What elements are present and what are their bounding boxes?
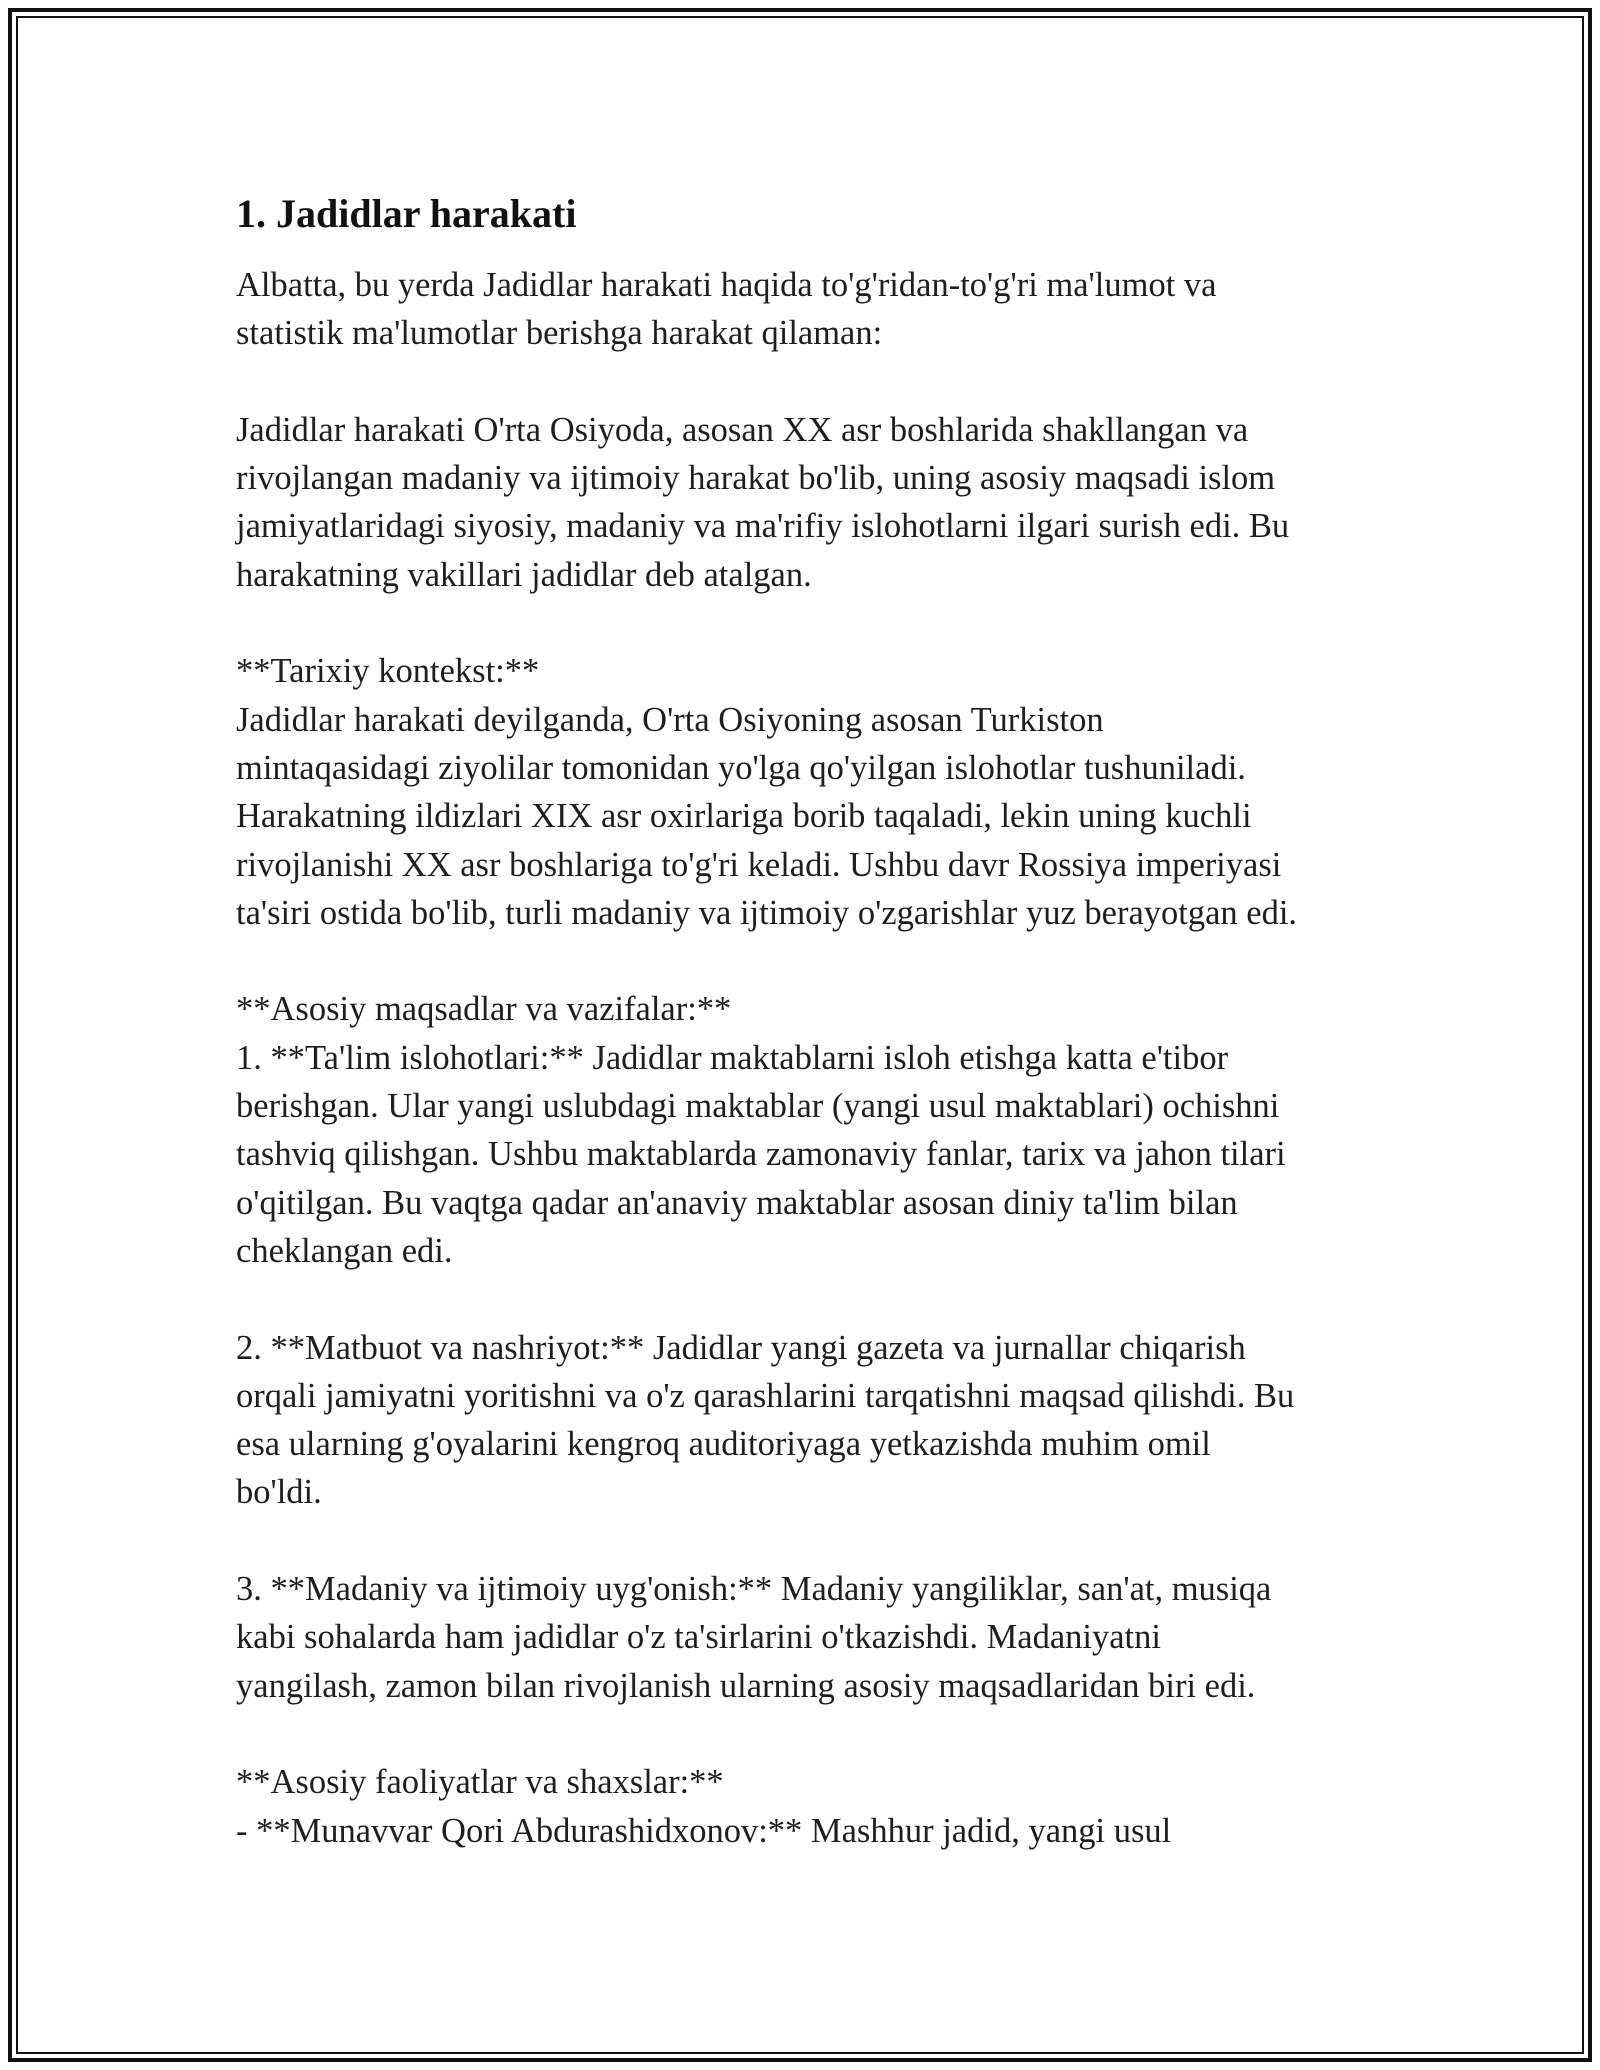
text-line: mintaqasidagi ziyolilar tomonidan yo'lga qo'yilgan islohotlar tushuniladi.	[236, 748, 1246, 787]
blank-line	[236, 358, 1366, 406]
text-line: rivojlanishi XX asr boshlariga to'g'ri keladi. Ushbu davr Rossiya imperiyasi	[236, 845, 1282, 884]
text-line: tashviq qilishgan. Ushbu maktablarda zamonaviy fanlar, tarix va jahon tilari	[236, 1135, 1286, 1174]
blank-line	[236, 1517, 1366, 1565]
text-line: bo'ldi.	[236, 1473, 322, 1512]
text-line: yangilash, zamon bilan rivojlanish ularning asosiy maqsadlaridan biri edi.	[236, 1666, 1256, 1705]
document-page	[236, 186, 1366, 1855]
text-line: harakatning vakillari jadidlar deb atalgan.	[236, 555, 812, 594]
blank-line	[236, 1275, 1366, 1323]
blank-line	[236, 937, 1366, 985]
text-line: Jadidlar harakati deyilganda, O'rta Osiyoning asosan Turkiston	[236, 700, 1104, 739]
blank-line	[236, 599, 1366, 647]
text-line: o'qitilgan. Bu vaqtga qadar an'anaviy maktablar asosan diniy ta'lim bilan	[236, 1183, 1238, 1222]
text-line: rivojlangan madaniy va ijtimoiy harakat bo'lib, uning asosiy maqsadi islom	[236, 459, 1276, 498]
text-line: Harakatning ildizlari XIX asr oxirlariga borib taqaladi, lekin uning kuchli	[236, 797, 1252, 836]
document-title: 1. Jadidlar harakati	[236, 191, 577, 236]
text-line: 2. **Matbuot va nashriyot:** Jadidlar yangi gazeta va jurnallar chiqarish	[236, 1328, 1246, 1367]
text-line: Jadidlar harakati O'rta Osiyoda, asosan XX asr boshlarida shakllangan va	[236, 410, 1249, 449]
text-line: berishgan. Ular yangi uslubdagi maktablar (yangi usul maktablari) ochishni	[236, 1087, 1280, 1126]
blank-line	[236, 1710, 1366, 1758]
text-line: Albatta, bu yerda Jadidlar harakati haqida to'g'ridan-to'g'ri ma'lumot va	[236, 266, 1217, 304]
text-line: cheklangan edi.	[236, 1231, 453, 1270]
document-body	[236, 261, 1366, 1855]
text-line: ta'siri ostida bo'lib, turli madaniy va ijtimoiy o'zgarishlar yuz berayotgan edi.	[236, 893, 1298, 932]
text-line: **Asosiy maqsadlar va vazifalar:**	[236, 990, 732, 1029]
text-line: 1. **Ta'lim islohotlari:** Jadidlar maktablarni isloh etishga katta e'tibor	[236, 1038, 1229, 1077]
text-line: 3. **Madaniy va ijtimoiy uyg'onish:** Madaniy yangiliklar, san'at, musiqa	[236, 1570, 1272, 1609]
text-line: - **Munavvar Qori Abdurashidxonov:** Mashhur jadid, yangi usul	[236, 1811, 1172, 1850]
text-line: orqali jamiyatni yoritishni va o'z qarashlarini tarqatishni maqsad qilishdi. Bu	[236, 1376, 1295, 1415]
text-line: **Tarixiy kontekst:**	[236, 652, 540, 691]
text-line: jamiyatlaridagi siyosiy, madaniy va ma'rifiy islohotlarni ilgari surish edi. Bu	[236, 507, 1290, 546]
text-line: esa ularning g'oyalarini kengroq auditoriyaga yetkazishda muhim omil	[236, 1425, 1211, 1464]
text-line: statistik ma'lumotlar berishga harakat qilaman:	[236, 314, 883, 353]
text-line: kabi sohalarda ham jadidlar o'z ta'sirlarini o'tkazishdi. Madaniyatni	[236, 1618, 1161, 1657]
text-line: **Asosiy faoliyatlar va shaxslar:**	[236, 1763, 724, 1802]
